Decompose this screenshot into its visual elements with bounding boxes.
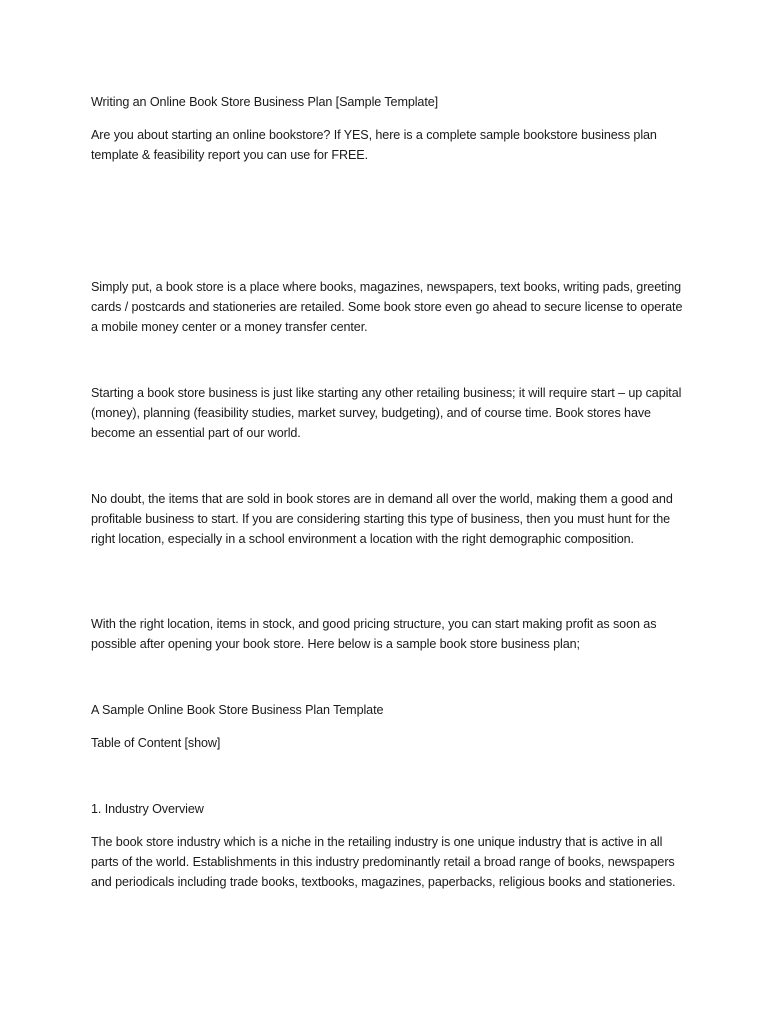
- paragraph-simply-put: Simply put, a book store is a place where books, magazines, newspapers, text books, writing pads, greeting cards / postcards and stationeries are retailed. Some book store even go ahead to secure license to operate a mobile money center or a money transfer center.: [91, 280, 683, 334]
- section-body-industry-overview: The book store industry which is a niche in the retailing industry is one unique industry that is active in all parts of the world. Establishments in this industry predominantly retail a broad range of books, newspapers and periodicals including trade books, textbooks, magazines, paperbacks, religious books and stationeries.: [91, 835, 676, 889]
- paragraph-with-right-location: With the right location, items in stock, and good pricing structure, you can start making profit as soon as possible after opening your book store. Here below is a sample book store business plan;: [91, 617, 657, 651]
- paragraph-starting: Starting a book store business is just like starting any other retailing business; it will require start – up capital (money), planning (feasibility studies, market survey, budgeting), and of course time. Book stores have become an essential part of our world.: [91, 386, 682, 440]
- sample-template-heading: A Sample Online Book Store Business Plan Template: [91, 703, 384, 717]
- intro-paragraph: Are you about starting an online bookstore? If YES, here is a complete sample bookstore business plan template & feasibility report you can use for FREE.: [91, 128, 657, 162]
- document-title: Writing an Online Book Store Business Plan [Sample Template]: [91, 95, 439, 109]
- section-heading-industry-overview: 1. Industry Overview: [91, 802, 204, 816]
- paragraph-no-doubt: No doubt, the items that are sold in book stores are in demand all over the world, making them a good and profitable business to start. If you are considering starting this type of business, then you must hunt for the right location, especially in a school environment a location with the right demographic composition.: [91, 492, 673, 546]
- table-of-content: Table of Content [show]: [91, 736, 221, 750]
